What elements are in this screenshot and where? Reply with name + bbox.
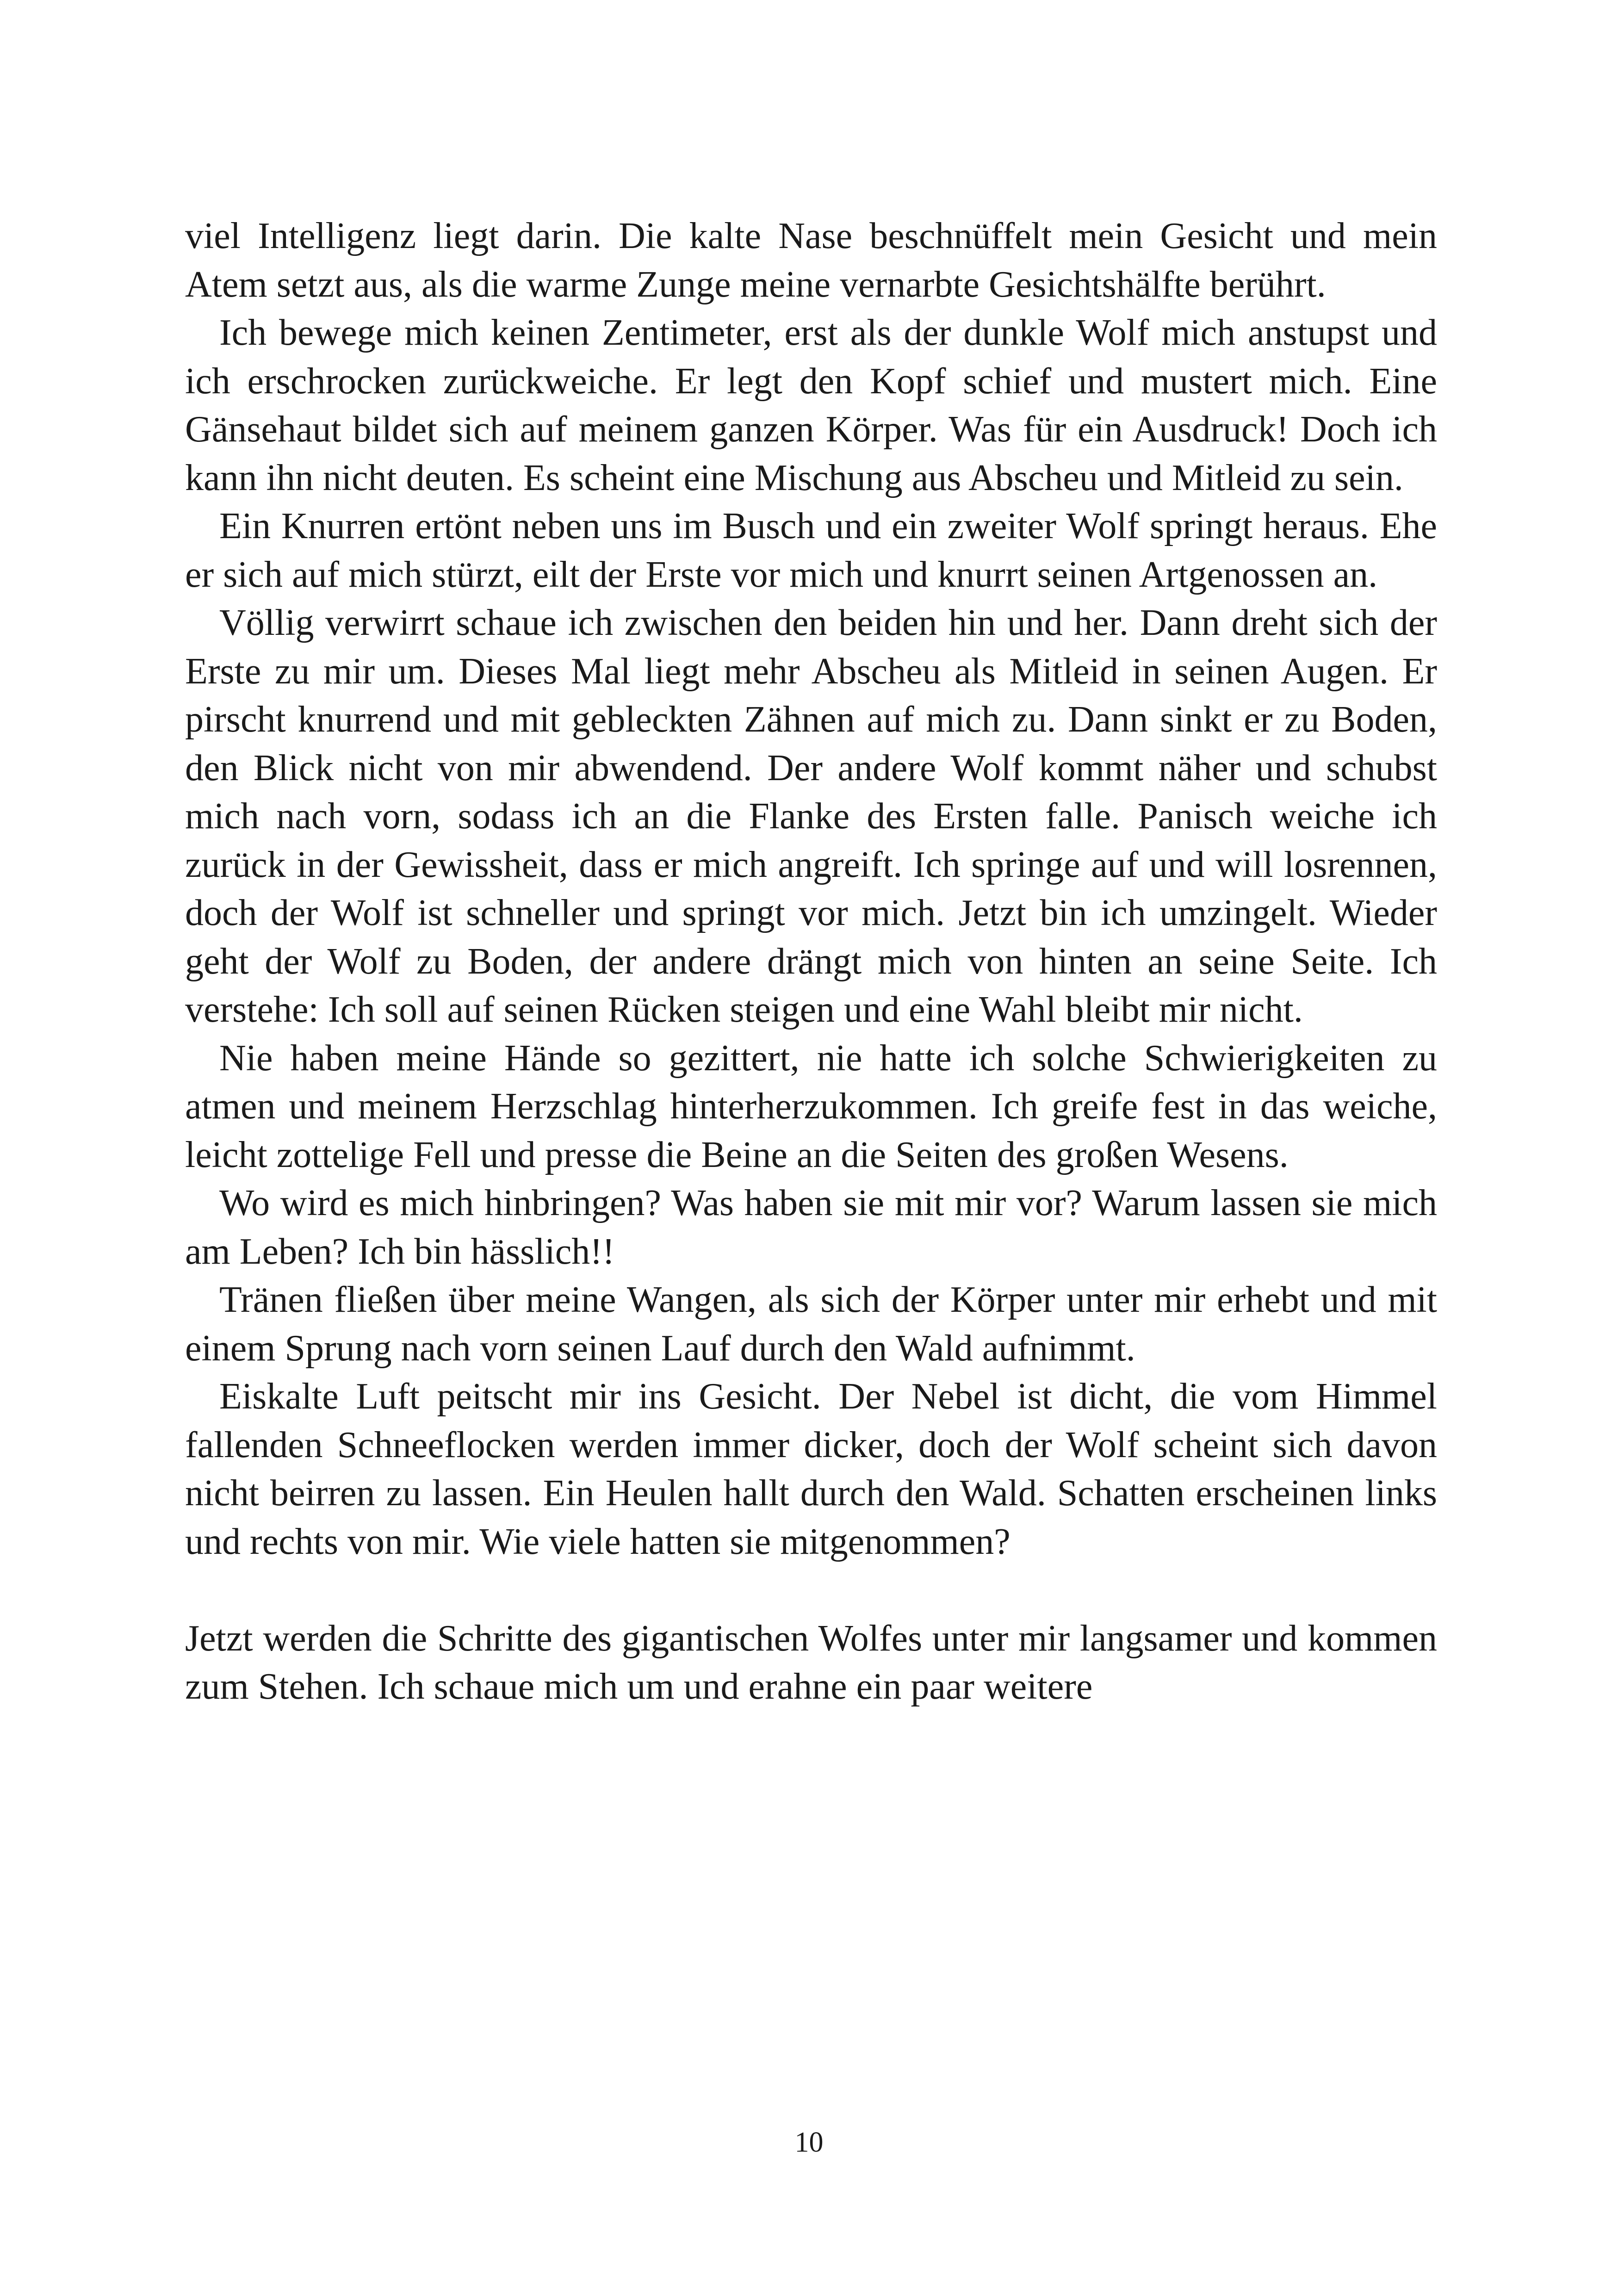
paragraph: Nie haben meine Hände so gezittert, nie hatte ich solche Schwierigkeiten zu atmen und meinem Herzschlag hinterherzukommen. Ich greife fest in das weiche, leicht zottelige Fell und presse die Beine an die Seiten des großen Wesens. (185, 1037, 1437, 1175)
paragraph: Ich bewege mich keinen Zentimeter, erst als der dunkle Wolf mich anstupst und ich erschrocken zurückweiche. Er legt den Kopf schief und mustert mich. Eine Gänsehaut bildet sich auf meinem ganzen Körper. Was für ein Ausdruck! Doch ich kann ihn nicht deuten. Es scheint eine Mischung aus Abscheu und Mitleid zu sein. (185, 312, 1437, 498)
paragraph: Wo wird es mich hinbringen? Was haben sie mit mir vor? Warum lassen sie mich am Leben? Ich bin hässlich!! (185, 1183, 1437, 1272)
paragraph-section-start: Jetzt werden die Schritte des gigantischen Wolfes unter mir langsamer und kommen zum Stehen. Ich schaue mich um und erahne ein paar weitere (185, 1618, 1437, 1707)
paragraph: Eiskalte Luft peitscht mir ins Gesicht. Der Nebel ist dicht, die vom Himmel fallenden Schneeflocken werden immer dicker, doch der Wolf scheint sich davon nicht beirren zu lassen. Ein Heulen hallt durch den Wald. Schatten erscheinen links und rechts von mir. Wie viele hatten sie mitgenommen? (185, 1376, 1437, 1562)
page-number: 10 (794, 2127, 824, 2158)
section-break (185, 1566, 1437, 1614)
paragraph: Ein Knurren ertönt neben uns im Busch und ein zweiter Wolf springt heraus. Ehe er sich auf mich stürzt, eilt der Erste vor mich und knurrt seinen Artgenossen an. (185, 506, 1437, 595)
paragraph: Völlig verwirrt schaue ich zwischen den beiden hin und her. Dann dreht sich der Erste zu mir um. Dieses Mal liegt mehr Abscheu als Mitleid in seinen Augen. Er pirscht knurrend und mit gebleckten Zähnen auf mich zu. Dann sinkt er zu Boden, den Blick nicht von mir abwendend. Der andere Wolf kommt näher und schubst mich nach vorn, sodass ich an die Flanke des Ersten falle. Panisch weiche ich zurück in der Gewissheit, dass er mich angreift. Ich springe auf und will losrennen, doch der Wolf ist schneller und springt vor mich. Jetzt bin ich umzingelt. Wieder geht der Wolf zu Boden, der andere drängt mich von hinten an seine Seite. Ich verstehe: Ich soll auf seinen Rücken steigen und eine Wahl bleibt mir nicht. (185, 602, 1437, 1030)
paragraph-continuation: viel Intelligenz liegt darin. Die kalte Nase beschnüffelt mein Gesicht und mein Atem setzt aus, als die warme Zunge meine vernarbte Gesichtshälfte berührt. (185, 216, 1437, 305)
paragraph: Tränen fließen über meine Wangen, als sich der Körper unter mir erhebt und mit einem Sprung nach vorn seinen Lauf durch den Wald aufnimmt. (185, 1279, 1437, 1369)
body-text (185, 212, 1437, 1711)
